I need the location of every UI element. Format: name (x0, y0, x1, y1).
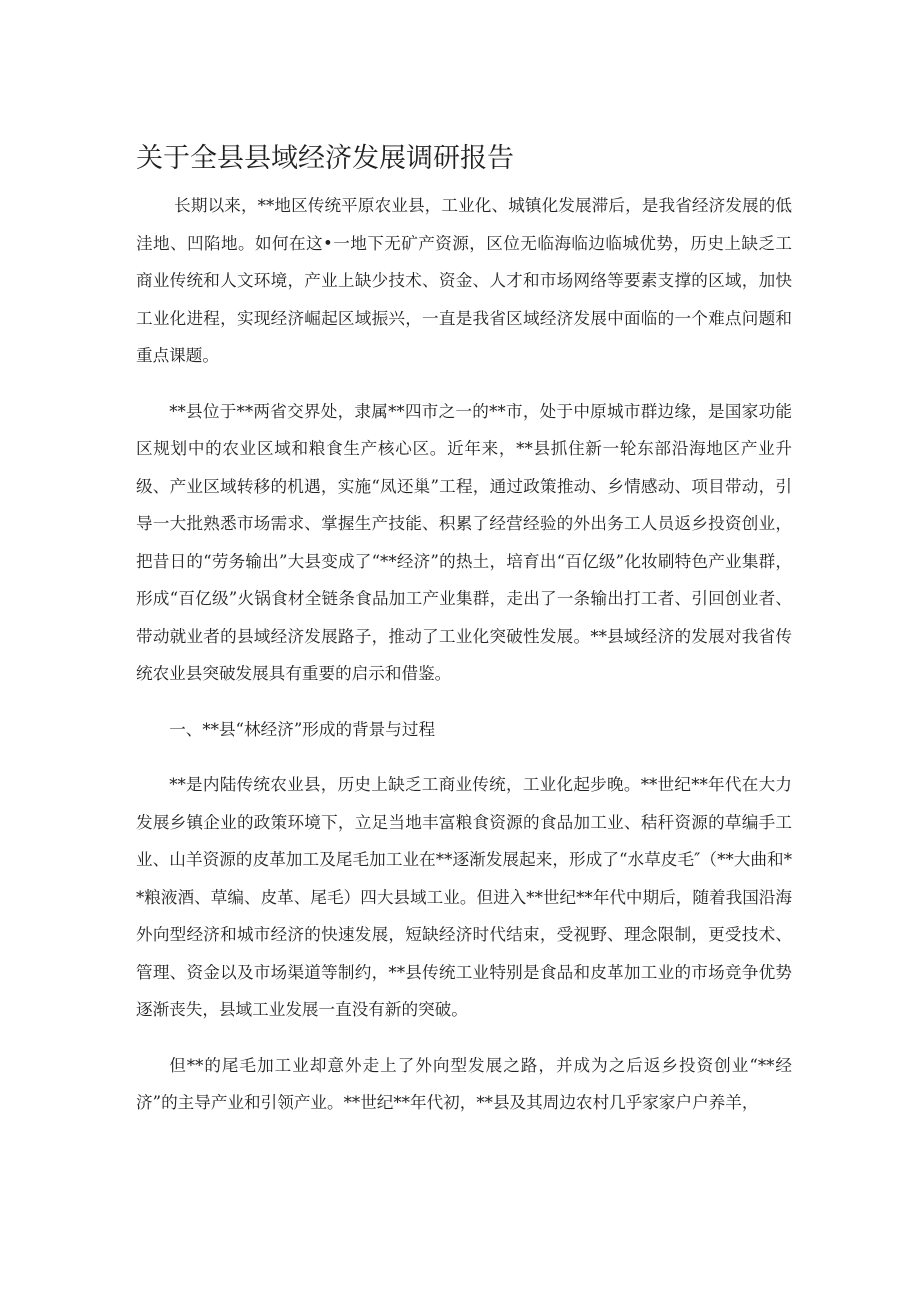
paragraph-history: **是内陆传统农业县，历史上缺乏工商业传统，工业化起步晚。**世纪**年代在大力发展乡镇企业的政策环境下，立足当地丰富粮食资源的食品加工业、秸秆资源的草编手工业、山羊资源的皮革加工及尾毛加工业在**逐渐发展起来，形成了“水草皮毛″（**大曲和**粮液酒、草编、皮革、尾毛）四大县域工业。但进入**世纪**年代中期后，随着我国沿海外向型经济和城市经济的快速发展，短缺经济时代结束，受视野、理念限制，更受技术、管理、资金以及市场渠道等制约，**县传统工业特别是食品和皮革加工业的市场竞争优势逐渐丧失，县域工业发展一直没有新的突破。 (136, 775, 792, 1019)
section-heading-background: 一、**县“林经济”形成的背景与过程 (169, 719, 436, 739)
paragraph-county-overview: **县位于**两省交界处，隶属**四市之一的**市，处于中原城市群边缘，是国家功能区规划中的农业区域和粮食生产核心区。近年来，**县抓住新一轮东部沿海地区产业升级、产业区域转移的机遇，实施“凤还巢”工程，通过政策推动、乡情感动、项目带动，引导一大批熟悉市场需求、掌握生产技能、积累了经营经验的外出务工人员返乡投资创业，把昔日的“劳务输出”大县变成了“**经济”的热土，培育出“百亿级”化妆刷特色产业集群，形成“百亿级”火锅食材全链条食品加工产业集群，走出了一条输出打工者、引回创业者、带动就业者的县域经济发展路子，推动了工业化突破性发展。**县域经济的发展对我省传统农业县突破发展具有重要的启示和借鉴。 (136, 401, 792, 683)
document-title: 关于全县县域经济发展调研报告 (136, 143, 514, 174)
paragraph-tail-hair-industry: 但**的尾毛加工业却意外走上了外向型发展之路，并成为之后返乡投资创业“**经济”的主导产业和引领产业。**世纪**年代初，**县及其周边农村几乎家家户户养羊， (136, 1055, 792, 1112)
paragraph-intro: 长期以来，**地区传统平原农业县，工业化、城镇化发展滞后，是我省经济发展的低洼地、凹陷地。如何在这•一地下无矿产资源，区位无临海临边临城优势，历史上缺乏工商业传统和人文环境，产业上缺少技术、资金、人才和市场网络等要素支撑的区域，加快工业化进程，实现经济崛起区域振兴，一直是我省区域经济发展中面临的一个难点问题和重点课题。 (136, 196, 792, 365)
document-body (136, 187, 792, 1140)
